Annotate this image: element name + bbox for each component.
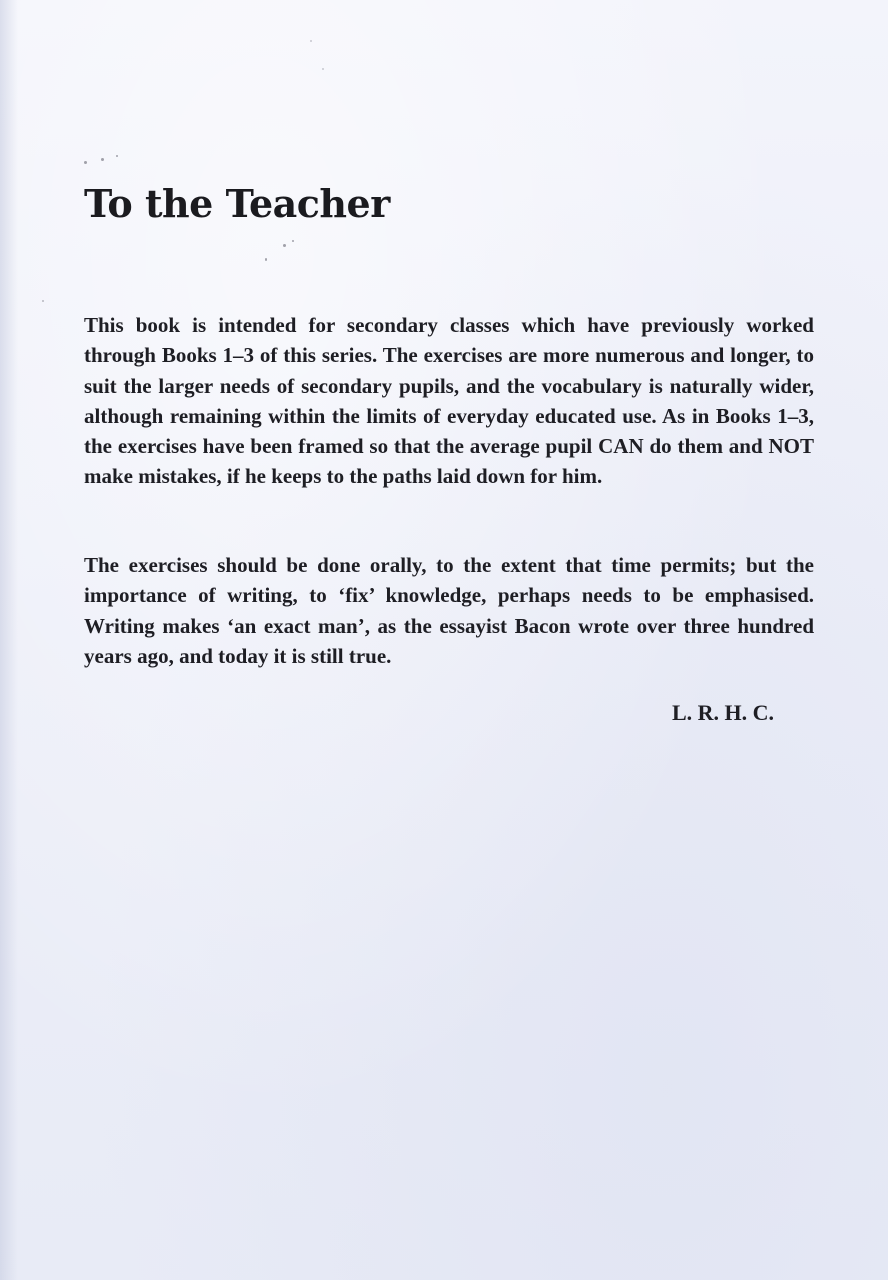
print-speck: [322, 68, 324, 70]
print-speck: [42, 300, 44, 302]
print-speck: [116, 155, 118, 157]
print-speck: [101, 158, 104, 161]
body-paragraph: The exercises should be done orally, to the extent that time permits; but the importance of writing, to ‘fix’ knowledge, perhaps needs to be emphasised. Writing makes ‘an exact man’, as the essayist Bacon wrote over three hundred years ago, and today it is still true.: [84, 553, 814, 668]
print-speck: [292, 240, 294, 242]
print-speck: [283, 244, 286, 247]
print-speck: [310, 40, 312, 42]
author-initials: L. R. H. C.: [672, 700, 775, 725]
page-title: To the Teacher: [84, 181, 390, 226]
page-edge-shadow: [0, 0, 18, 1280]
body-paragraph: This book is intended for secondary classes which have previously worked through Books 1–3 of this series. The exercises are more numerous and longer, to suit the larger needs of secondary pupils, and the vocabulary is naturally wider, although remaining within the limits of everyday educated use. As in Books 1–3, the exercises have been framed so that the average pupil CAN do them and NOT make mistakes, if he keeps to the paths laid down for him.: [84, 313, 814, 489]
print-speck: [265, 258, 267, 261]
print-speck: [84, 161, 87, 164]
